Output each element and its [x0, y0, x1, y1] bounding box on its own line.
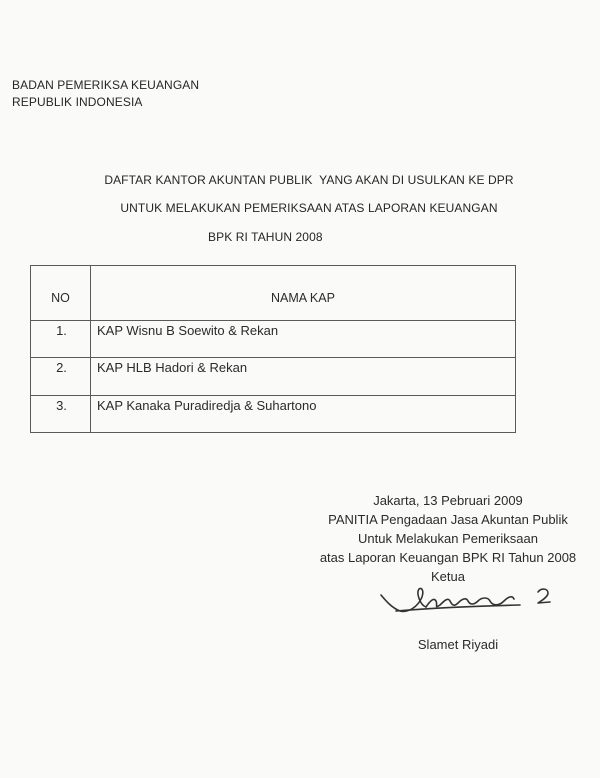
- table-header-row: [31, 266, 516, 321]
- handwritten-signature: [378, 583, 556, 623]
- kap-name: KAP Kanaka Puradiredja & Suhartono: [91, 396, 516, 433]
- letterhead-institution: BADAN PEMERIKSA KEUANGAN: [12, 78, 200, 92]
- signature-stroke: [381, 588, 426, 611]
- committee-purpose: Untuk Melakukan Pemeriksaan: [358, 531, 538, 546]
- table-row: [31, 321, 516, 358]
- kap-list-table: [30, 265, 516, 433]
- letterhead: [12, 77, 199, 111]
- kap-name: KAP HLB Hadori & Rekan: [91, 358, 516, 396]
- kap-name: KAP Wisnu B Soewito & Rekan: [91, 321, 516, 358]
- signature-stroke: [538, 589, 550, 603]
- signatory-position: Ketua: [431, 569, 465, 584]
- document-title-line-3: BPK RI TAHUN 2008: [208, 230, 323, 244]
- column-header-no: NO: [31, 266, 91, 321]
- row-number: 3.: [31, 396, 91, 433]
- table-row: [31, 358, 516, 396]
- document-title-line-1: DAFTAR KANTOR AKUNTAN PUBLIK YANG AKAN DI USULKAN KE DPR: [104, 173, 514, 187]
- row-number: 2.: [31, 358, 91, 396]
- signature-block: [300, 491, 596, 586]
- table-row: [31, 396, 516, 433]
- document-title-line-2: UNTUK MELAKUKAN PEMERIKSAAN ATAS LAPORAN KEUANGAN: [120, 201, 498, 215]
- signatory-name: Slamet Riyadi: [417, 637, 499, 652]
- row-number: 1.: [31, 321, 91, 358]
- letterhead-country: REPUBLIK INDONESIA: [12, 95, 143, 109]
- committee-scope: atas Laporan Keuangan BPK RI Tahun 2008: [319, 550, 577, 565]
- column-header-nama-kap: NAMA KAP: [91, 266, 516, 321]
- place-and-date: Jakarta, 13 Pebruari 2009: [373, 493, 523, 508]
- committee-name: PANITIA Pengadaan Jasa Akuntan Publik: [328, 512, 568, 527]
